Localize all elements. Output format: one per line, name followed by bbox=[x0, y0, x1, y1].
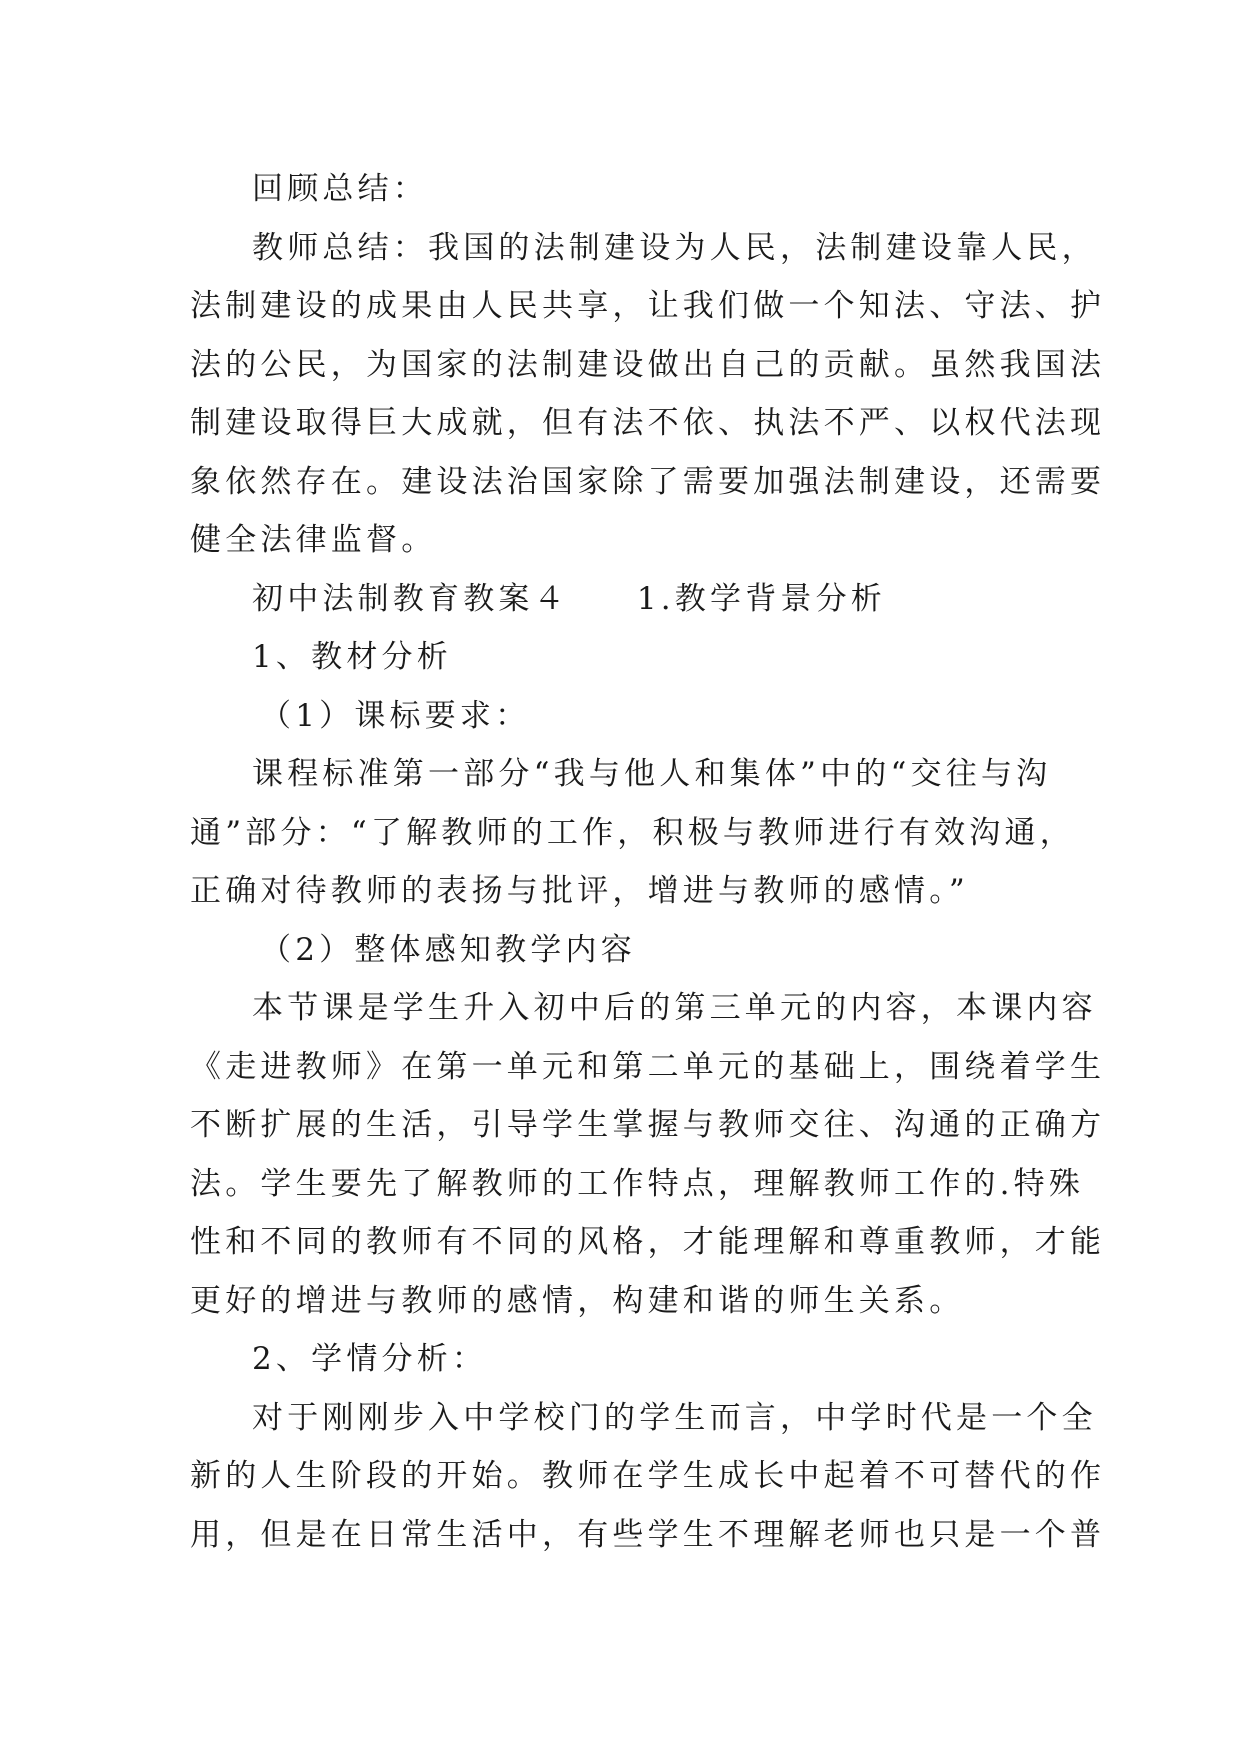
paragraph-line: 象依然存在。建设法治国家除了需要加强法制建设，还需要 bbox=[190, 463, 1106, 500]
paragraph-line: 不断扩展的生活，引导学生掌握与教师交往、沟通的正确方 bbox=[190, 1107, 1106, 1143]
plan-title-line bbox=[190, 570, 1050, 629]
paragraph-line: 用，但是在日常生活中，有些学生不理解老师也只是一个普 bbox=[190, 1516, 1106, 1553]
overall-perception-heading: （2）整体感知教学内容 bbox=[260, 931, 636, 968]
paragraph-line: 新的人生阶段的开始。教师在学生成长中起着不可替代的作 bbox=[190, 1458, 1106, 1494]
paragraph-line: 法的公民，为国家的法制建设做出自己的贡献。虽然我国法 bbox=[190, 346, 1106, 383]
student-analysis-heading: 2、学情分析： bbox=[252, 1341, 488, 1377]
paragraph-line: 正确对待教师的表扬与批评，增进与教师的感情。” bbox=[190, 873, 969, 909]
paragraph-line: 课程标准第一部分“我与他人和集体”中的“交往与沟 bbox=[252, 756, 1052, 792]
paragraph-line: 制建设取得巨大成就，但有法不依、执法不严、以权代法现 bbox=[190, 405, 1106, 441]
content-paragraph bbox=[190, 979, 1106, 1330]
curriculum-paragraph bbox=[190, 745, 1075, 921]
paragraph-line: 通”部分：“了解教师的工作，积极与教师进行有效沟通， bbox=[190, 814, 1075, 851]
teacher-summary-paragraph bbox=[190, 219, 1106, 570]
plan-section-heading: 1.教学背景分析 bbox=[636, 580, 886, 617]
paragraph-line: 法制建设的成果由人民共享，让我们做一个知法、守法、护 bbox=[190, 288, 1106, 324]
textbook-analysis-heading: 1、教材分析 bbox=[252, 639, 452, 675]
student-paragraph bbox=[190, 1389, 1106, 1565]
review-heading: 回顾总结： bbox=[252, 171, 428, 207]
paragraph-line: 教师总结：我国的法制建设为人民，法制建设靠人民， bbox=[252, 229, 1097, 266]
paragraph-line: 健全法律监督。 bbox=[190, 522, 437, 558]
document-body bbox=[190, 160, 1106, 1564]
paragraph-line: 性和不同的教师有不同的风格，才能理解和尊重教师，才能 bbox=[190, 1224, 1106, 1260]
paragraph-line: 更好的增进与教师的感情，构建和谐的师生关系。 bbox=[190, 1282, 965, 1319]
paragraph-line: 本节课是学生升入初中后的第三单元的内容，本课内容 bbox=[252, 990, 1097, 1026]
plan-title: 初中法制教育教案４ bbox=[252, 580, 569, 617]
curriculum-requirement-heading: （1）课标要求： bbox=[260, 697, 531, 734]
paragraph-line: 对于刚刚步入中学校门的学生而言，中学时代是一个全 bbox=[252, 1399, 1097, 1436]
paragraph-line: 《走进教师》在第一单元和第二单元的基础上，围绕着学生 bbox=[190, 1048, 1106, 1085]
paragraph-line: 法。学生要先了解教师的工作特点，理解教师工作的.特殊 bbox=[190, 1165, 1085, 1202]
